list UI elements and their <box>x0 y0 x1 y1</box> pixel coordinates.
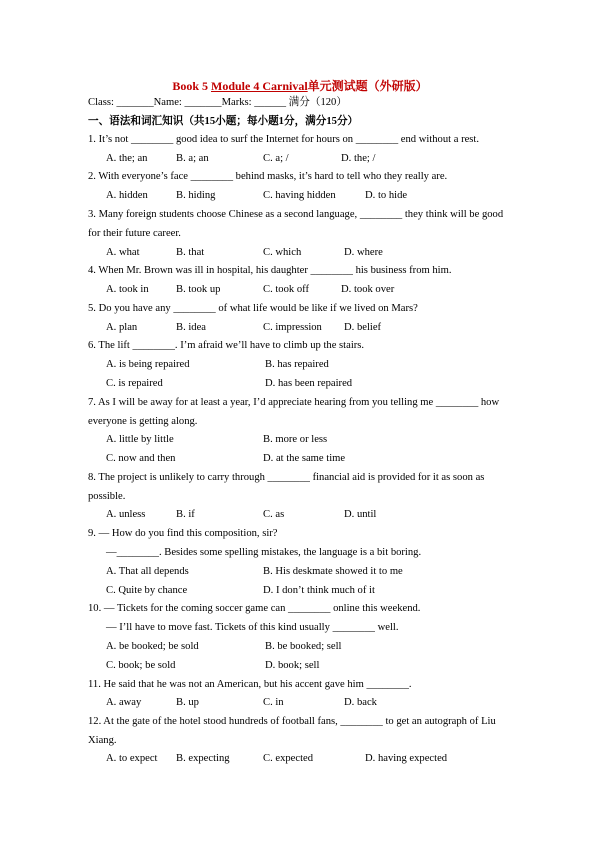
option-d: D. belief <box>344 322 382 333</box>
question-5-stem: 5. Do you have any ________ of what life would be like if we lived on Mars? <box>88 303 418 314</box>
question-3-stem-line1: 3. Many foreign students choose Chinese as a second language, ________ they think will be good <box>88 209 504 220</box>
option-d: D. book; sell <box>265 660 320 671</box>
option-d: D. to hide <box>365 190 408 201</box>
option-b: B. up <box>176 697 199 708</box>
option-b: B. hiding <box>176 190 216 201</box>
option-c: C. book; be sold <box>106 660 176 671</box>
title-prefix: Book 5 <box>172 79 211 93</box>
option-d: D. has been repaired <box>265 378 353 389</box>
question-12-stem-line2: Xiang. <box>88 735 117 746</box>
option-b: B. took up <box>176 284 221 295</box>
question-11-stem: 11. He said that he was not an American, but his accent gave him ________. <box>88 679 412 690</box>
question-7-stem-line2: everyone is getting along. <box>88 416 198 427</box>
option-b: B. expecting <box>176 753 230 764</box>
option-c: C. took off <box>263 284 310 295</box>
option-a: A. away <box>106 697 142 708</box>
question-11-options <box>106 696 536 710</box>
option-a: A. unless <box>106 509 146 520</box>
question-9-options-row1 <box>106 565 536 579</box>
question-6-options-row2 <box>106 377 536 391</box>
option-c: C. which <box>263 247 302 258</box>
option-a: A. That all depends <box>106 566 189 577</box>
title-module: Module 4 Carnival <box>211 79 308 93</box>
option-a: A. plan <box>106 322 138 333</box>
section-heading: 一、语法和词汇知识（共15小题；每小题1分，满分15分） <box>88 116 359 127</box>
question-10-options-row2 <box>106 659 536 673</box>
question-1-options <box>106 152 536 166</box>
question-10-stem-line2: — I’ll have to move fast. Tickets of this kind usually ________ well. <box>106 622 399 633</box>
question-3-stem-line2: for their future career. <box>88 228 181 239</box>
question-8-options <box>106 508 536 522</box>
option-d: D. until <box>344 509 377 520</box>
option-d: D. I don’t think much of it <box>263 585 375 596</box>
option-b: B. has repaired <box>265 359 329 370</box>
option-d: D. at the same time <box>263 453 346 464</box>
question-7-stem-line1: 7. As I will be away for at least a year, I’d appreciate hearing from you telling me ________ how <box>88 397 500 408</box>
option-c: C. as <box>263 509 285 520</box>
question-4-options <box>106 283 536 297</box>
option-b: B. if <box>176 509 195 520</box>
option-b: B. idea <box>176 322 207 333</box>
option-a: A. what <box>106 247 140 258</box>
option-c: C. is repaired <box>106 378 163 389</box>
option-b: B. a; an <box>176 153 209 164</box>
option-b: B. His deskmate showed it to me <box>263 566 403 577</box>
option-c: C. a; / <box>263 153 289 164</box>
option-a: A. the; an <box>106 153 148 164</box>
question-9-stem-line2: —________. Besides some spelling mistakes, the language is a bit boring. <box>106 547 422 558</box>
option-d: D. back <box>344 697 377 708</box>
question-1-stem: 1. It’s not ________ good idea to surf the Internet for hours on ________ end without a rest. <box>88 134 480 145</box>
question-10-stem-line1: 10. — Tickets for the coming soccer game can ________ online this weekend. <box>88 603 421 614</box>
option-d: D. where <box>344 247 383 258</box>
option-c: C. Quite by chance <box>106 585 188 596</box>
option-d: D. the; / <box>341 153 376 164</box>
option-d: D. took over <box>341 284 395 295</box>
question-2-stem: 2. With everyone’s face ________ behind masks, it’s hard to tell who they really are. <box>88 171 448 182</box>
option-a: A. is being repaired <box>106 359 190 370</box>
option-c: C. now and then <box>106 453 176 464</box>
question-5-options <box>106 321 536 335</box>
page-title <box>0 77 600 94</box>
question-2-options <box>106 189 536 203</box>
option-c: C. expected <box>263 753 314 764</box>
option-c: C. in <box>263 697 284 708</box>
question-6-stem: 6. The lift ________. I’m afraid we’ll have to climb up the stairs. <box>88 340 365 351</box>
option-a: A. to expect <box>106 753 158 764</box>
option-b: B. be booked; sell <box>265 641 342 652</box>
option-b: B. that <box>176 247 205 258</box>
question-4-stem: 4. When Mr. Brown was ill in hospital, his daughter ________ his business from him. <box>88 265 452 276</box>
option-a: A. hidden <box>106 190 148 201</box>
option-a: A. took in <box>106 284 149 295</box>
question-7-options-row1 <box>106 433 536 447</box>
option-c: C. having hidden <box>263 190 336 201</box>
question-8-stem-line1: 8. The project is unlikely to carry through ________ financial aid is provided for it as soon as <box>88 472 485 483</box>
option-c: C. impression <box>263 322 322 333</box>
question-12-options <box>106 752 536 766</box>
option-d: D. having expected <box>365 753 448 764</box>
question-8-stem-line2: possible. <box>88 491 126 502</box>
question-9-stem-line1: 9. — How do you find this composition, sir? <box>88 528 278 539</box>
class-info-line: Class: _______Name: _______Marks: ______ 满分（120） <box>88 97 347 108</box>
option-a: A. little by little <box>106 434 174 445</box>
question-10-options-row1 <box>106 640 536 654</box>
question-12-stem-line1: 12. At the gate of the hotel stood hundreds of football fans, ________ to get an autograph of Liu <box>88 716 496 727</box>
title-suffix: 单元测试题（外研版） <box>307 79 428 93</box>
option-a: A. be booked; be sold <box>106 641 199 652</box>
option-b: B. more or less <box>263 434 328 445</box>
question-7-options-row2 <box>106 452 536 466</box>
question-6-options-row1 <box>106 358 536 372</box>
question-3-options <box>106 246 536 260</box>
question-9-options-row2 <box>106 584 536 598</box>
